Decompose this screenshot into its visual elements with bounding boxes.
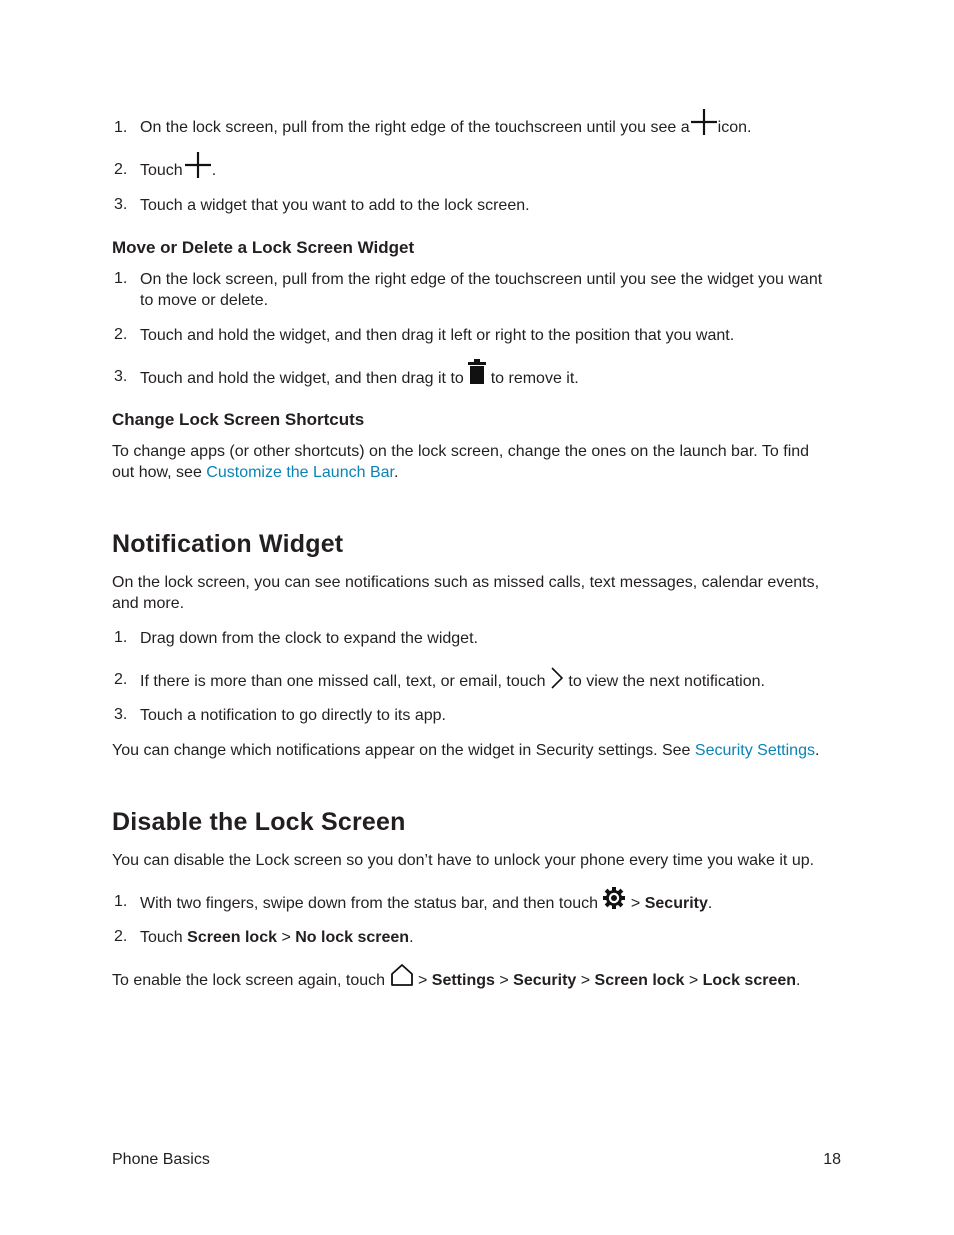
enable-paragraph xyxy=(112,970,800,991)
footer-section-title: Phone Basics xyxy=(112,1151,210,1168)
paragraph-line: To change apps (or other shortcuts) on the lock screen, change the ones on the launch bar. To find xyxy=(112,443,810,460)
notification-intro xyxy=(112,572,819,614)
paragraph-line: and more. xyxy=(112,595,185,612)
step-number: 1. xyxy=(114,893,128,910)
step-text-part: Touch xyxy=(140,929,183,946)
chevron-right-icon xyxy=(550,667,564,689)
paragraph-text: . xyxy=(393,464,399,481)
step-text-part: With two fingers, swipe down from the status bar, and then touch xyxy=(140,895,599,912)
step-text xyxy=(140,160,216,181)
step-text xyxy=(140,117,751,138)
disable-intro: You can disable the Lock screen so you don’t have to unlock your phone every time you wake it up. xyxy=(112,852,815,869)
customize-launch-bar-link[interactable]: Customize the Launch Bar xyxy=(206,464,394,481)
step-number: 2. xyxy=(114,928,128,945)
path-security: Security xyxy=(513,972,577,989)
step-text-part: . xyxy=(409,929,414,946)
step-text xyxy=(140,368,579,389)
path-separator: > xyxy=(580,972,591,989)
no-lock-screen-label: No lock screen xyxy=(295,929,410,946)
path-separator: > xyxy=(499,972,509,989)
heading-notification-widget: Notification Widget xyxy=(112,530,344,558)
paragraph-text: . xyxy=(796,972,801,989)
footer-page-number: 18 xyxy=(823,1151,841,1168)
path-screen-lock: Screen lock xyxy=(594,972,685,989)
shortcuts-paragraph xyxy=(112,441,809,483)
security-settings-link[interactable]: Security Settings xyxy=(694,742,815,759)
step-text xyxy=(140,927,414,948)
paragraph-text: out how, see xyxy=(112,464,202,481)
step-text-part: > xyxy=(630,895,641,912)
paragraph-text: . xyxy=(814,742,820,759)
step-number: 1. xyxy=(114,629,128,646)
path-separator: > xyxy=(688,972,699,989)
step-text-part: Touch xyxy=(140,162,183,179)
step-number: 3. xyxy=(114,196,128,213)
path-separator: > xyxy=(417,972,428,989)
trash-icon xyxy=(468,359,486,385)
step-number: 2. xyxy=(114,671,128,688)
step-number: 1. xyxy=(114,270,128,287)
step-text-line: On the lock screen, pull from the right edge of the touchscreen until you see the widget you want xyxy=(140,271,823,288)
step-number: 2. xyxy=(114,326,128,343)
step-text: Touch a widget that you want to add to the lock screen. xyxy=(140,197,530,214)
step-text-part: > xyxy=(281,929,291,946)
step-text-part: to remove it. xyxy=(490,370,579,387)
step-text-part: Touch and hold the widget, and then drag it to xyxy=(140,370,464,387)
security-menu-label: Security xyxy=(644,895,708,912)
gear-icon xyxy=(602,886,626,910)
step-text xyxy=(140,269,822,311)
step-text: Drag down from the clock to expand the widget. xyxy=(140,630,478,647)
step-number: 3. xyxy=(114,368,128,385)
path-settings: Settings xyxy=(431,972,495,989)
step-text-part: . xyxy=(211,162,217,179)
step-text-part: If there is more than one missed call, text, or email, touch xyxy=(140,673,546,690)
step-text: Touch a notification to go directly to its app. xyxy=(140,707,446,724)
step-text: Touch and hold the widget, and then drag it left or right to the position that you want. xyxy=(140,327,735,344)
heading-disable-lock-screen: Disable the Lock Screen xyxy=(112,808,406,836)
paragraph-text: To enable the lock screen again, touch xyxy=(112,972,386,989)
path-lock-screen: Lock screen xyxy=(702,972,797,989)
step-text-part: icon. xyxy=(717,119,752,136)
home-icon xyxy=(390,963,414,987)
step-text xyxy=(140,893,712,914)
subheading-shortcuts: Change Lock Screen Shortcuts xyxy=(112,410,365,429)
step-number: 2. xyxy=(114,161,128,178)
paragraph-line: On the lock screen, you can see notifications such as missed calls, text messages, calendar events, xyxy=(112,574,820,591)
paragraph-text: You can change which notifications appear on the widget in Security settings. See xyxy=(112,742,691,759)
step-text-part: to view the next notification. xyxy=(568,673,765,690)
paragraph-line xyxy=(112,462,809,483)
screen-lock-label: Screen lock xyxy=(187,929,277,946)
plus-icon xyxy=(184,151,212,179)
notification-note xyxy=(112,740,819,761)
step-text-line: to move or delete. xyxy=(140,292,269,309)
step-number: 3. xyxy=(114,706,128,723)
subheading-move-delete: Move or Delete a Lock Screen Widget xyxy=(112,238,415,257)
step-text-part: . xyxy=(707,895,713,912)
step-text xyxy=(140,671,765,692)
step-text-part: On the lock screen, pull from the right edge of the touchscreen until you see a xyxy=(140,119,690,136)
plus-icon xyxy=(690,108,718,136)
step-number: 1. xyxy=(114,119,128,136)
